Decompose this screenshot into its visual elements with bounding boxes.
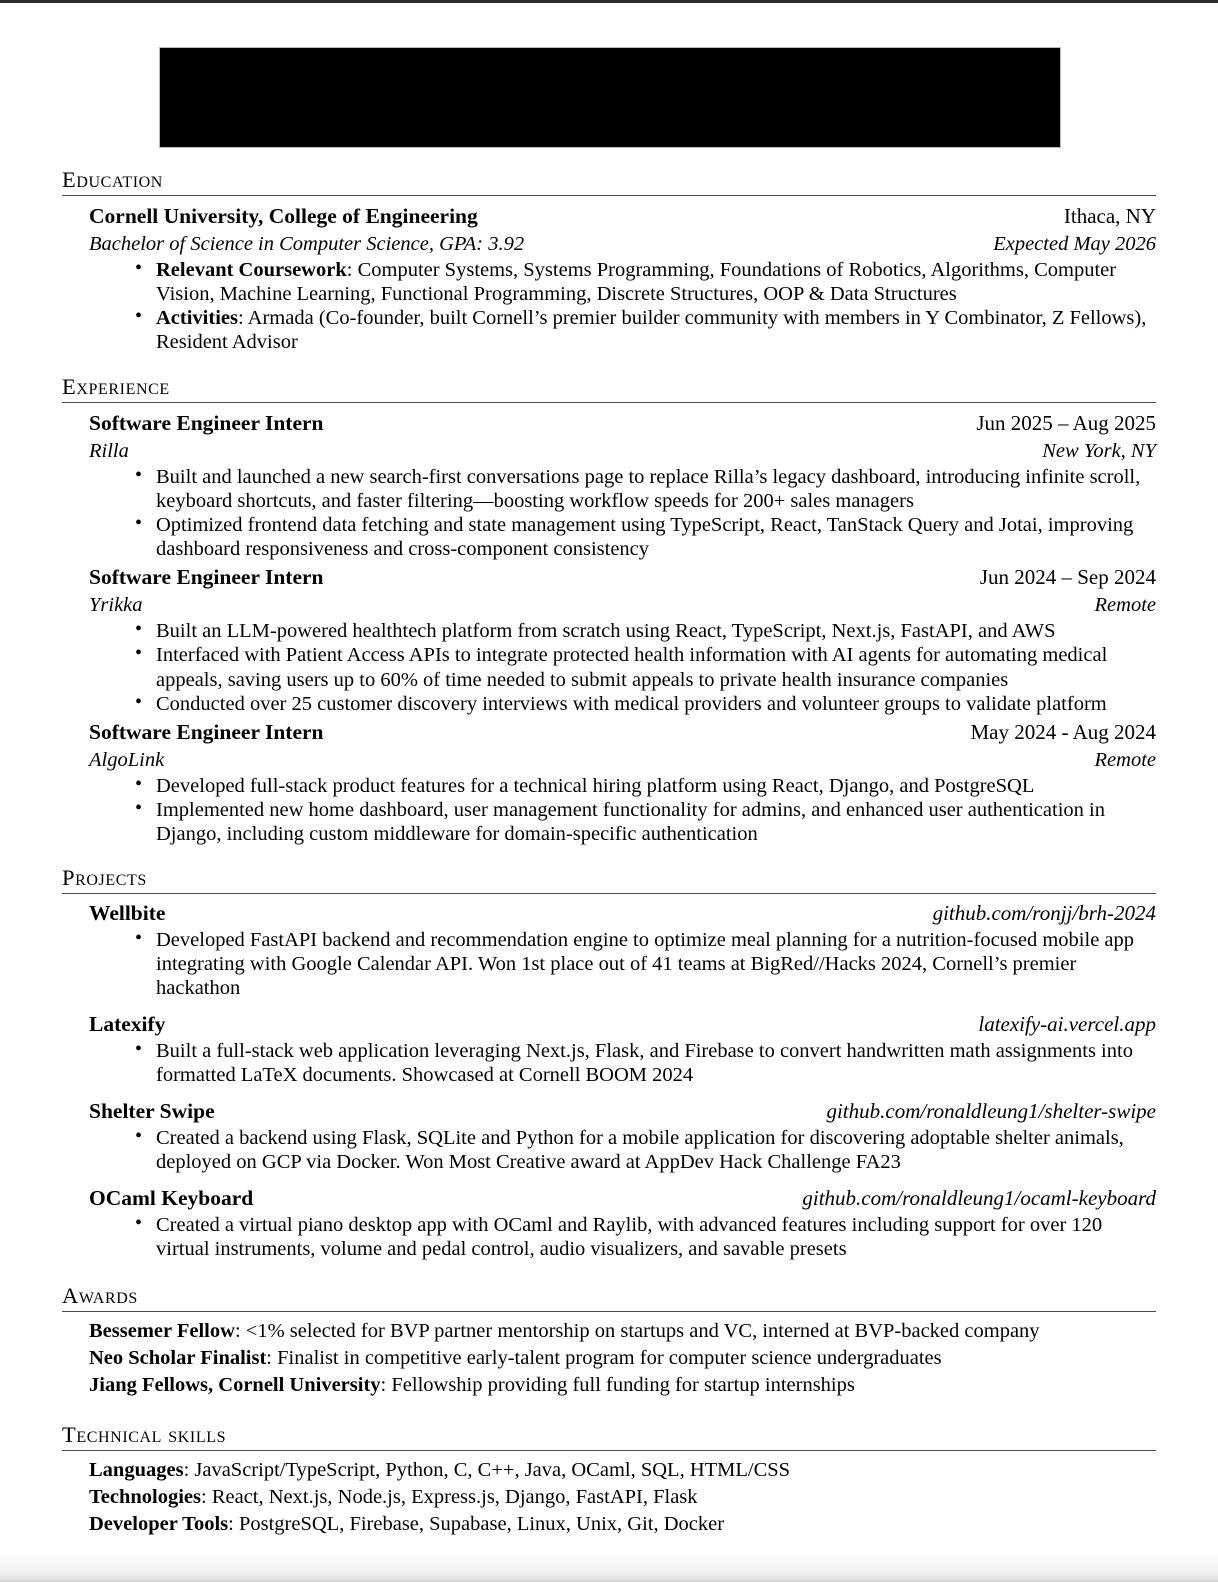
degree-line: Bachelor of Science in Computer Science, GPA: 3.92 [89, 232, 525, 255]
list-item [135, 258, 1156, 306]
bullet-text: : Armada (Co-founder, built Cornell’s premier builder community with members in Y Combinator, Z Fellows), Resident Advisor [156, 306, 1147, 354]
section-awards [62, 1284, 1156, 1399]
section-projects [62, 866, 1156, 1261]
project-link[interactable]: github.com/ronaldleung1/ocaml-keyboard [802, 1186, 1156, 1211]
job-dates: Jun 2025 – Aug 2025 [976, 410, 1156, 435]
section-heading-experience: Experience [62, 374, 170, 400]
list-item [135, 1039, 1156, 1087]
entry-title-row [89, 563, 1156, 592]
project-link[interactable]: latexify-ai.vercel.app [978, 1011, 1156, 1036]
job-dates: May 2024 - Aug 2024 [970, 719, 1156, 744]
experience-bullet-list [89, 465, 1156, 561]
graduation-date: Expected May 2026 [993, 232, 1156, 255]
bullet-text: Interfaced with Patient Access APIs to integrate protected health information with AI agents for automating medical appeals, saving users up to 60% of time needed to submit appeals to private health insurance companies [156, 644, 1108, 691]
project-name: Latexify [89, 1011, 166, 1036]
entry-subtitle-row [89, 231, 1156, 258]
section-heading-awards: Awards [62, 1283, 138, 1309]
section-heading-education: Education [62, 167, 163, 192]
page-bottom-shadow [0, 1540, 1218, 1582]
bullet-label: Relevant Coursework [156, 258, 347, 281]
education-bullet-list [89, 258, 1156, 354]
experience-bullet-list [89, 619, 1156, 715]
section-divider [62, 402, 1156, 403]
bullet-text: Implemented new home dashboard, user management functionality for admins, and enhanced user authentication in Django, including custom middleware for domain-specific authentication [156, 798, 1105, 846]
project-bullet-list [89, 1126, 1156, 1174]
experience-bullet-list [89, 774, 1156, 846]
section-education [62, 168, 1156, 354]
section-divider [62, 1450, 1156, 1451]
list-item [135, 465, 1156, 513]
entry-subtitle-row [89, 592, 1156, 619]
project-name: Shelter Swipe [89, 1099, 215, 1123]
job-title: Software Engineer Intern [89, 719, 324, 744]
experience-entry [62, 563, 1156, 715]
project-name: Wellbite [89, 900, 166, 925]
section-heading-technical-skills: Technical skills [62, 1421, 227, 1447]
award-text: : <1% selected for BVP partner mentorship on startups and VC, interned at BVP-backed company [234, 1319, 1040, 1342]
project-entry [62, 1098, 1156, 1174]
company-name: Rilla [89, 439, 129, 462]
award-text: : Fellowship providing full funding for startup internships [380, 1373, 855, 1396]
job-title: Software Engineer Intern [89, 410, 324, 435]
project-bullet-list [89, 1039, 1156, 1087]
project-bullet-list [89, 928, 1156, 1000]
award-line [62, 1345, 1156, 1372]
bullet-text: Built and launched a new search-first conversations page to replace Rilla’s legacy dashboard, introducing infinite scroll, keyboard shortcuts, and faster filtering—boosting workflow speeds for 200+ sales managers [156, 465, 1141, 512]
institution-location: Ithaca, NY [1063, 203, 1156, 228]
project-bullet-list [89, 1213, 1156, 1261]
list-item [135, 798, 1156, 846]
project-header-row [89, 1185, 1156, 1213]
bullet-text: Created a backend using Flask, SQLite and Python for a mobile application for discovering adoptable shelter animals, deployed on GCP via Docker. Won Most Creative award at AppDev Hack Challenge FA23 [156, 1126, 1124, 1174]
bullet-text: Built a full-stack web application leveraging Next.js, Flask, and Firebase to convert handwritten math assignments into formatted LaTeX documents. Showcased at Cornell BOOM 2024 [156, 1039, 1133, 1086]
project-header-row [89, 900, 1156, 928]
bullet-text: Optimized frontend data fetching and state management using TypeScript, React, TanStack Query and Jotai, improving dashboard responsiveness and cross-component consistency [156, 514, 1134, 561]
project-entry [62, 1011, 1156, 1087]
skill-text: : React, Next.js, Node.js, Express.js, Django, FastAPI, Flask [201, 1485, 698, 1508]
project-link[interactable]: github.com/ronaldleung1/shelter-swipe [826, 1099, 1156, 1123]
project-name: OCaml Keyboard [89, 1186, 254, 1211]
company-name: AlgoLink [89, 748, 165, 771]
list-item [135, 306, 1156, 354]
entry-title-row [89, 202, 1156, 231]
skill-line [62, 1457, 1156, 1484]
company-name: Yrikka [89, 594, 143, 617]
skill-text: : PostgreSQL, Firebase, Supabase, Linux, Unix, Git, Docker [228, 1512, 725, 1535]
bullet-text: Built an LLM-powered healthtech platform from scratch using React, TypeScript, Next.js, FastAPI, and AWS [156, 620, 1056, 643]
bullet-text: Developed full-stack product features for a technical hiring platform using React, Django, and PostgreSQL [156, 774, 1035, 797]
project-header-row [89, 1011, 1156, 1039]
skill-line [62, 1511, 1156, 1538]
project-entry [62, 900, 1156, 1000]
entry-title-row [89, 718, 1156, 747]
experience-entry [62, 718, 1156, 846]
project-entry [62, 1185, 1156, 1261]
bullet-text: Developed FastAPI backend and recommendation engine to optimize meal planning for a nutrition-focused mobile app integrating with Google Calendar API. Won 1st place out of 41 teams at BigRed//Hacks 2024, Cornell’s premier hackathon [156, 928, 1135, 999]
skill-text: : JavaScript/TypeScript, Python, C, C++, Java, OCaml, SQL, HTML/CSS [183, 1458, 791, 1481]
section-divider [62, 893, 1156, 894]
bullet-text: Conducted over 25 customer discovery interviews with medical providers and volunteer groups to validate platform [156, 692, 1107, 715]
section-divider [62, 1311, 1156, 1312]
section-experience [62, 375, 1156, 846]
section-divider [62, 195, 1156, 196]
bullet-text: Created a virtual piano desktop app with OCaml and Raylib, with advanced features including support for over 120 virtual instruments, volume and pedal control, audio visualizers, and savable presets [156, 1214, 1103, 1261]
award-label: Neo Scholar Finalist [89, 1346, 267, 1369]
list-item [135, 928, 1156, 1000]
project-link[interactable]: github.com/ronjj/brh-2024 [932, 900, 1156, 925]
job-location: New York, NY [1042, 439, 1156, 462]
section-technical-skills [62, 1423, 1156, 1538]
award-line [62, 1318, 1156, 1345]
award-text: : Finalist in competitive early-talent program for computer science undergraduates [266, 1346, 942, 1369]
list-item [135, 1213, 1156, 1261]
list-item [135, 692, 1156, 716]
list-item [135, 513, 1156, 561]
entry-subtitle-row [89, 747, 1156, 774]
job-location: Remote [1094, 594, 1156, 617]
list-item [135, 774, 1156, 798]
experience-entry [62, 409, 1156, 561]
job-dates: Jun 2024 – Sep 2024 [979, 565, 1156, 590]
institution-name: Cornell University, College of Engineering [89, 203, 478, 228]
list-item [135, 619, 1156, 643]
award-line [62, 1372, 1156, 1399]
education-entry [62, 202, 1156, 354]
bullet-label: Activities [156, 306, 238, 329]
job-location: Remote [1094, 748, 1156, 771]
skill-label: Technologies [89, 1485, 202, 1508]
list-item [135, 643, 1156, 691]
list-item [135, 1126, 1156, 1174]
entry-title-row [89, 409, 1156, 438]
redacted-name-header [159, 47, 1061, 148]
skill-line [62, 1484, 1156, 1511]
skill-label: Languages [89, 1458, 184, 1481]
entry-subtitle-row [89, 438, 1156, 465]
job-title: Software Engineer Intern [89, 565, 324, 590]
project-header-row [89, 1098, 1156, 1126]
award-label: Bessemer Fellow [89, 1319, 235, 1342]
section-heading-projects: Projects [62, 865, 147, 891]
bullet-text: : Computer Systems, Systems Programming, Foundations of Robotics, Algorithms, Computer Vision, Machine Learning, Functional Programming, Discrete Structures, OOP & Data Structures [156, 258, 1117, 305]
skill-label: Developer Tools [89, 1512, 229, 1535]
award-label: Jiang Fellows, Cornell University [89, 1373, 381, 1396]
